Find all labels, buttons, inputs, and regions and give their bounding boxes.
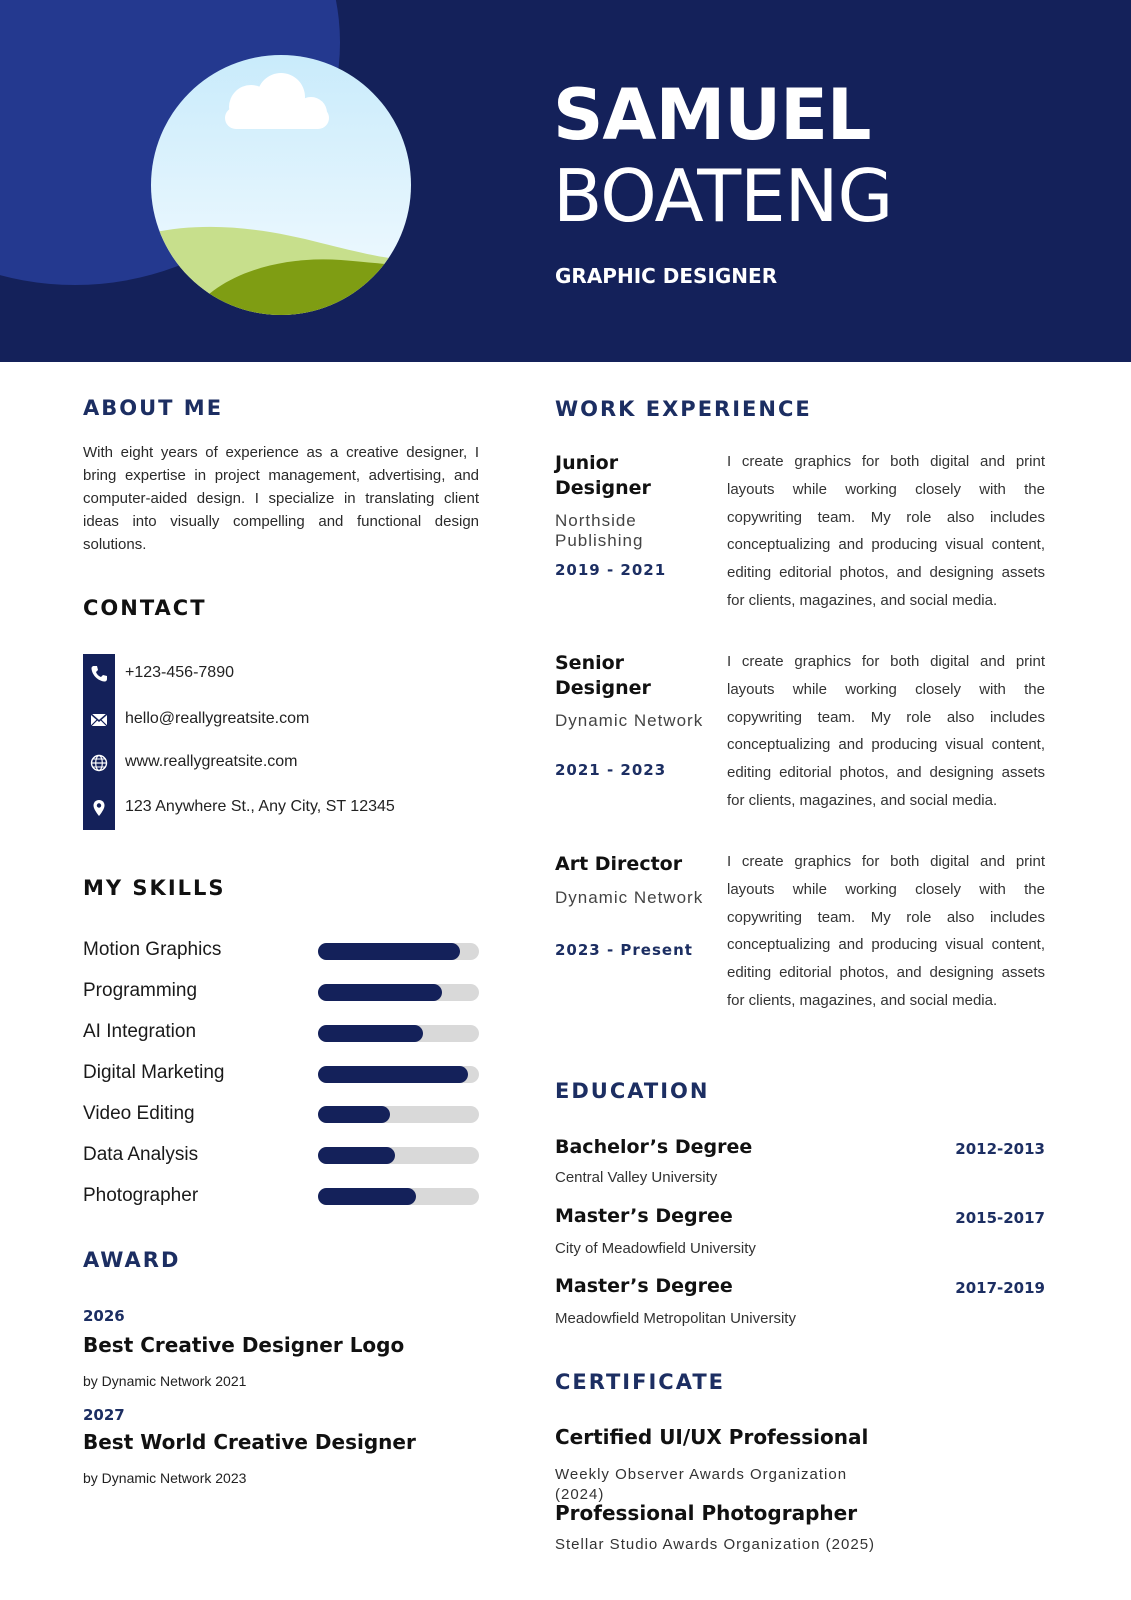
job-description: I create graphics for both digital and print layouts while working closely with the copywriting team. My role also includes conceptualizing and producing visual content, editing editorial photos, and designing assets for clients, magazines, and social media. [727,853,1045,1009]
job-description: I create graphics for both digital and print layouts while working closely with the copywriting team. My role also includes conceptualizing and producing visual content, editing editorial photos, and designing assets for clients, magazines, and social media. [727,453,1045,609]
award-issuer: by Dynamic Network 2023 [83,1470,247,1486]
skill-bar [318,1025,479,1042]
certificate-heading: CERTIFICATE [555,1370,725,1394]
job-company: Dynamic Network [555,711,704,730]
skill-label: AI Integration [83,1021,197,1042]
contact-address: 123 Anywhere St., Any City, ST 12345 [125,798,395,815]
skill-bar [318,943,479,960]
award-year: 2026 [83,1307,125,1325]
education-heading: EDUCATION [555,1079,710,1103]
globe-icon [89,753,109,773]
skill-bar [318,1066,479,1083]
award-issuer: by Dynamic Network 2021 [83,1373,247,1389]
cert-organization: Weekly Observer Awards Organization (2024) [555,1466,848,1503]
award-year: 2027 [83,1406,125,1424]
award-title: Best Creative Designer Logo [83,1333,405,1357]
contact-heading: CONTACT [83,596,207,620]
last-name: BOATENG [553,154,893,238]
edu-years: 2012-2013 [955,1140,1045,1158]
contact-phone[interactable]: +123-456-7890 [125,664,234,681]
job-description: I create graphics for both digital and print layouts while working closely with the copywriting team. My role also includes conceptualizing and producing visual content, editing editorial photos, and designing assets for clients, magazines, and social media. [727,653,1045,809]
edu-school: City of Meadowfield University [555,1240,756,1257]
phone-icon [89,664,109,684]
skill-label: Motion Graphics [83,939,222,960]
skill-bar-fill [318,1188,416,1205]
skill-bar [318,984,479,1001]
skill-label: Digital Marketing [83,1062,225,1083]
profile-photo [151,55,411,315]
skill-bar-fill [318,943,460,960]
job-dates: 2019 - 2021 [555,561,667,579]
skill-bar-fill [318,984,442,1001]
job-dates: 2023 - Present [555,941,693,959]
skill-bar [318,1188,479,1205]
job-title: GRAPHIC DESIGNER [555,264,778,288]
cert-title: Professional Photographer [555,1501,858,1525]
about-text: With eight years of experience as a creative designer, I bring expertise in project management, advertising, and computer-aided design. I specialize in translating client ideas into visually compelling and functional design solutions. [83,444,479,553]
skill-bar-fill [318,1066,468,1083]
skill-bar-fill [318,1025,423,1042]
work-heading: WORK EXPERIENCE [555,397,812,421]
award-title: Best World Creative Designer [83,1430,416,1454]
skill-label: Video Editing [83,1103,195,1124]
email-icon [89,710,109,730]
job-company: Dynamic Network [555,888,704,907]
job-role: Senior Designer [555,652,651,699]
cert-title: Certified UI/UX Professional [555,1425,869,1449]
edu-school: Meadowfield Metropolitan University [555,1310,796,1327]
skill-label: Photographer [83,1185,199,1206]
first-name: SAMUEL [553,74,871,156]
skill-bar-fill [318,1147,395,1164]
edu-years: 2017-2019 [955,1279,1045,1297]
location-pin-icon [89,798,109,818]
contact-website[interactable]: www.reallygreatsite.com [125,753,298,770]
edu-degree: Master’s Degree [555,1205,733,1227]
skill-bar [318,1147,479,1164]
edu-school: Central Valley University [555,1169,718,1186]
job-role: Junior Designer [555,452,651,499]
contact-email[interactable]: hello@reallygreatsite.com [125,710,310,727]
skill-label: Programming [83,980,198,1001]
skill-bar-fill [318,1106,390,1123]
about-heading: ABOUT ME [83,396,224,420]
skill-bar [318,1106,479,1123]
edu-degree: Master’s Degree [555,1275,733,1297]
job-dates: 2021 - 2023 [555,761,667,779]
skill-label: Data Analysis [83,1144,199,1165]
skills-heading: MY SKILLS [83,876,226,900]
landscape-photo-icon [151,55,411,315]
job-company: Northside Publishing [555,511,644,550]
header-banner [0,0,1131,362]
job-role: Art Director [555,853,683,875]
cert-organization: Stellar Studio Awards Organization (2025) [555,1536,876,1553]
award-heading: AWARD [83,1248,181,1272]
edu-degree: Bachelor’s Degree [555,1136,753,1158]
edu-years: 2015-2017 [955,1209,1045,1227]
